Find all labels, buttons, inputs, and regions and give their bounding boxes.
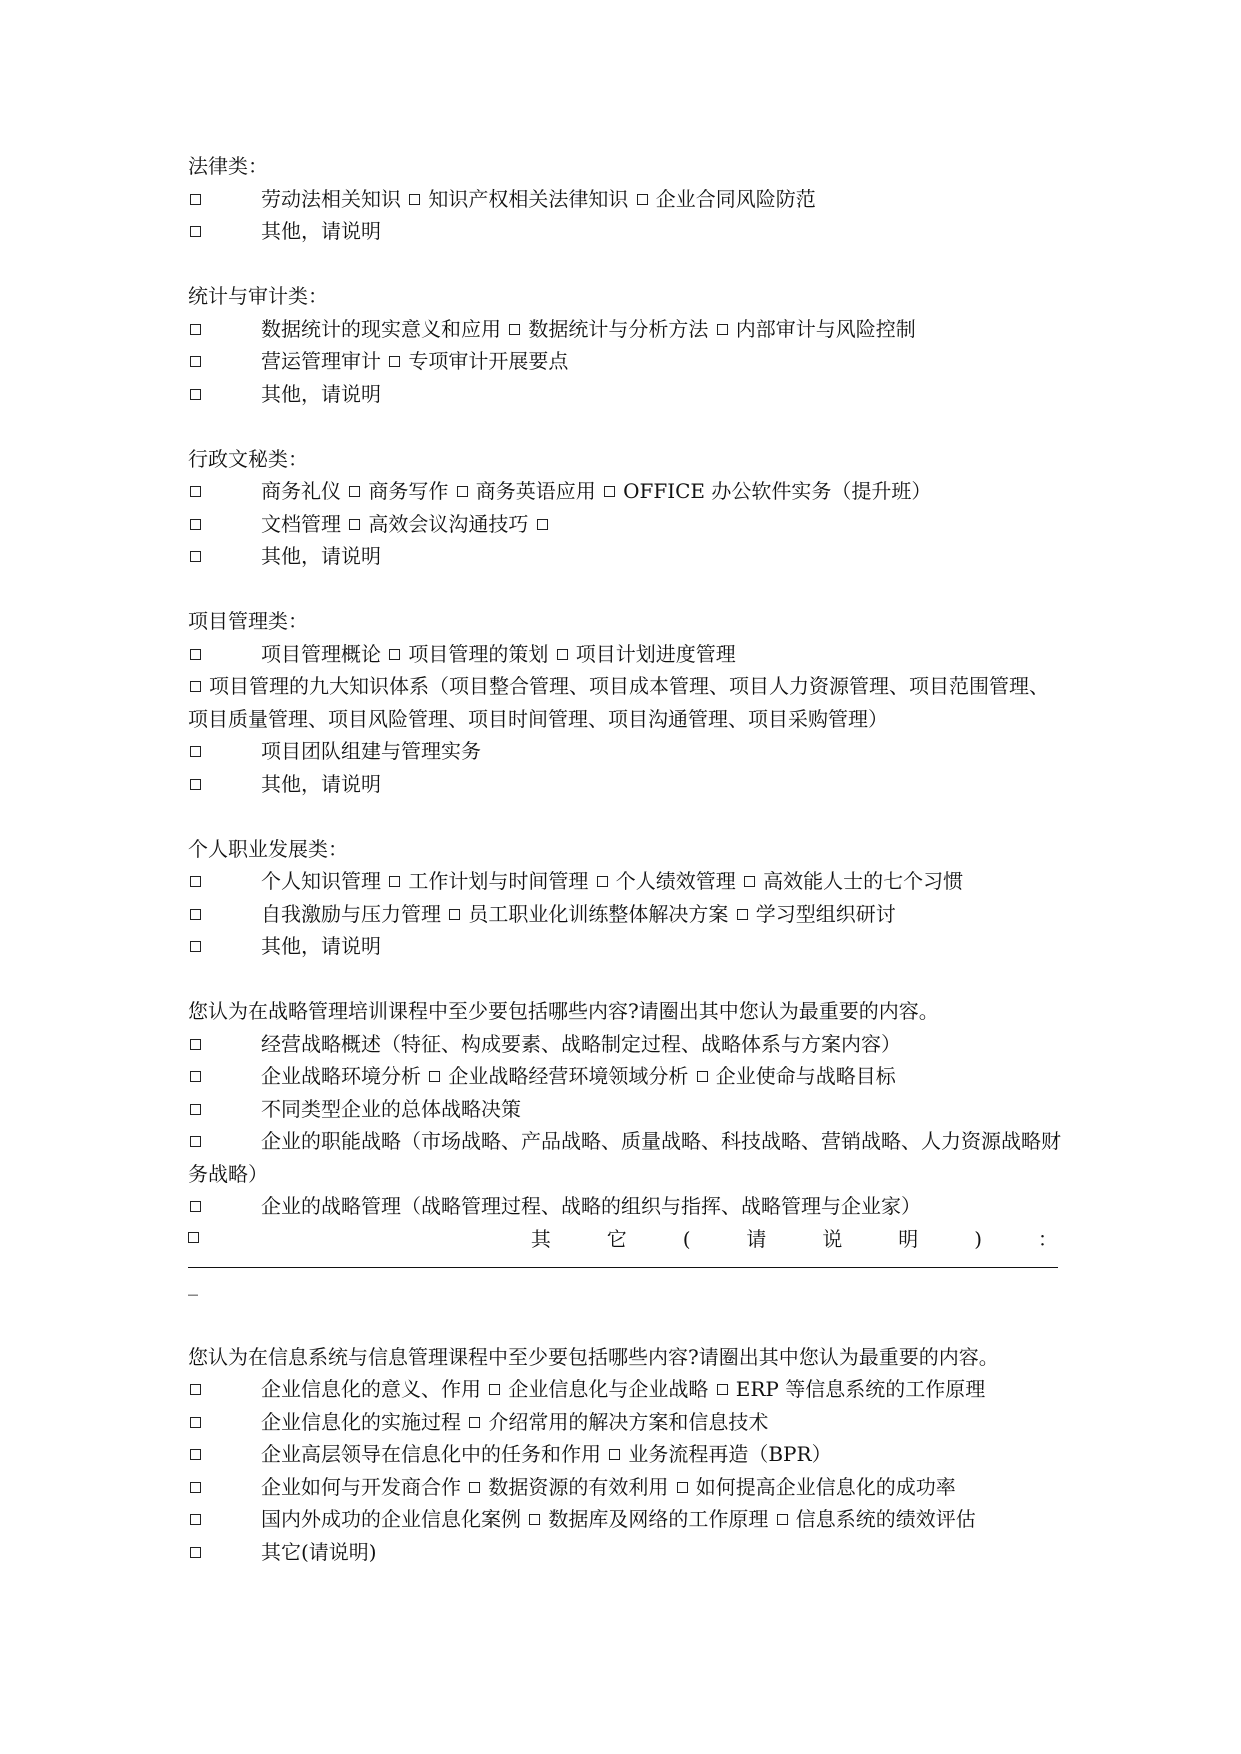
option-line: [188, 1471, 1068, 1504]
checkbox[interactable]: [190, 519, 201, 530]
option-label: 个人知识管理: [261, 869, 381, 893]
checkbox[interactable]: [190, 681, 201, 692]
option-label: 数据库及网络的工作原理: [548, 1507, 769, 1531]
checkbox[interactable]: [349, 486, 360, 497]
checkbox[interactable]: [697, 1071, 708, 1082]
option-line-wrapped: [188, 670, 1068, 735]
spread-char: 其: [530, 1226, 551, 1251]
checkbox[interactable]: [389, 649, 400, 660]
section-title: 行政文秘类：: [188, 446, 308, 471]
option-label: 知识产权相关法律知识: [428, 186, 629, 211]
spread-char: 请: [746, 1226, 767, 1251]
option-label: 企业战略环境分析: [261, 1064, 421, 1088]
option-label: 国内外成功的企业信息化案例: [261, 1507, 521, 1531]
option-label: 企业的战略管理（战略管理过程、战略的组织与指挥、战略管理与企业家）: [261, 1194, 921, 1218]
underscore-mark: _: [188, 1272, 198, 1296]
checkbox[interactable]: [537, 519, 548, 530]
option-line: [188, 1060, 1068, 1093]
spread-char: 它: [606, 1226, 627, 1251]
checkbox[interactable]: [190, 1514, 201, 1525]
checkbox[interactable]: [190, 1384, 201, 1395]
option-label: 商务写作: [368, 479, 449, 503]
checkbox[interactable]: [190, 1547, 201, 1558]
section-title: 个人职业发展类：: [188, 836, 348, 861]
option-line: [188, 1536, 1068, 1569]
option-label: 其他，请说明: [261, 771, 381, 796]
option-label: 数据资源的有效利用: [488, 1474, 669, 1499]
checkbox[interactable]: [190, 1417, 201, 1428]
checkbox[interactable]: [190, 194, 201, 205]
option-label: 营运管理审计: [261, 349, 381, 373]
option-label: 项目管理的九大知识体系（项目整合管理、项目成本管理、项目人力资源管理、项目范围管理、项目质量管理、项目风险管理、项目时间管理、项目沟通管理、项目采购管理）: [188, 674, 1049, 731]
checkbox[interactable]: [717, 324, 728, 335]
option-label: 数据统计与分析方法: [528, 316, 709, 341]
option-line: [188, 768, 1068, 801]
checkbox[interactable]: [190, 779, 201, 790]
checkbox[interactable]: [190, 1071, 201, 1082]
option-label: 业务流程再造（BPR）: [628, 1442, 832, 1466]
checkbox[interactable]: [349, 519, 360, 530]
section-title: 法律类：: [188, 154, 268, 178]
option-label: 劳动法相关知识: [261, 186, 401, 211]
checkbox[interactable]: [190, 941, 201, 952]
checkbox[interactable]: [389, 876, 400, 887]
checkbox[interactable]: [677, 1482, 688, 1493]
other-please-specify: [188, 1223, 1058, 1256]
checkbox[interactable]: [737, 909, 748, 920]
option-label: 专项审计开展要点: [408, 349, 569, 373]
option-label: 商务英语应用: [475, 479, 596, 503]
option-label: 项目管理概论: [261, 641, 381, 666]
checkbox[interactable]: [529, 1514, 540, 1525]
option-line: [188, 313, 1068, 346]
checkbox[interactable]: [717, 1384, 728, 1395]
option-line: [188, 1028, 1068, 1061]
option-label: 个人绩效管理: [615, 869, 736, 893]
option-line: [188, 735, 1068, 768]
option-line: [188, 865, 1068, 898]
option-label: 信息系统的绩效评估: [795, 1507, 976, 1531]
option-label: 项目团队组建与管理实务: [261, 739, 481, 763]
option-line: [188, 1190, 1068, 1223]
option-label: 其他，请说明: [261, 544, 381, 568]
option-line: [188, 183, 1068, 216]
option-label: 内部审计与风险控制: [735, 316, 916, 341]
option-label: 不同类型企业的总体战略决策: [261, 1096, 521, 1121]
checkbox[interactable]: [190, 389, 201, 400]
checkbox[interactable]: [190, 324, 201, 335]
checkbox[interactable]: [489, 1384, 500, 1395]
checkbox[interactable]: [457, 486, 468, 497]
checkbox[interactable]: [604, 486, 615, 497]
option-line: [188, 378, 1068, 411]
option-label: 企业合同风险防范: [655, 186, 816, 211]
option-label: 高效能人士的七个习惯: [763, 869, 964, 893]
option-label: 企业信息化与企业战略: [508, 1377, 709, 1401]
option-line: [188, 345, 1068, 378]
document-page: [188, 150, 1068, 1568]
checkbox[interactable]: [190, 1449, 201, 1460]
checkbox[interactable]: [744, 876, 755, 887]
checkbox[interactable]: [389, 356, 400, 367]
option-line: [188, 638, 1068, 671]
option-line: [188, 508, 1068, 541]
checkbox[interactable]: [190, 356, 201, 367]
option-label: 商务礼仪: [261, 479, 341, 503]
option-line: [188, 898, 1068, 931]
option-label: 经营战略概述（特征、构成要素、战略制定过程、战略体系与方案内容）: [261, 1031, 901, 1056]
option-label: 文档管理: [261, 511, 341, 536]
checkbox[interactable]: [188, 1232, 199, 1243]
option-label: OFFICE 办公软件实务（提升班）: [623, 479, 932, 503]
option-label: 企业信息化的意义、作用: [261, 1377, 481, 1401]
checkbox[interactable]: [190, 1136, 201, 1147]
info-question: 您认为在信息系统与信息管理课程中至少要包括哪些内容?请圈出其中您认为最重要的内容。: [188, 1344, 999, 1369]
option-line: [188, 930, 1068, 963]
checkbox[interactable]: [190, 746, 201, 757]
checkbox[interactable]: [429, 1071, 440, 1082]
option-label: 企业信息化的实施过程: [261, 1409, 461, 1434]
checkbox[interactable]: [637, 194, 648, 205]
option-line: [188, 1503, 1068, 1536]
checkbox[interactable]: [597, 876, 608, 887]
spread-char: 明: [898, 1226, 919, 1251]
checkbox[interactable]: [190, 1201, 201, 1212]
checkbox[interactable]: [449, 909, 460, 920]
section-title: 项目管理类：: [188, 609, 308, 633]
option-label: 工作计划与时间管理: [408, 869, 589, 893]
option-line: [188, 1406, 1068, 1439]
option-line: [188, 215, 1068, 248]
option-label: 高效会议沟通技巧: [368, 511, 529, 536]
option-label: 企业如何与开发商合作: [261, 1474, 461, 1499]
option-label: 其它(请说明): [261, 1539, 377, 1564]
option-label: 自我激励与压力管理: [261, 901, 441, 926]
option-label: 企业使命与战略目标: [715, 1064, 896, 1088]
option-label: ERP 等信息系统的工作原理: [735, 1377, 986, 1401]
spread-char: ): [974, 1226, 982, 1251]
checkbox[interactable]: [609, 1449, 620, 1460]
option-label: 如何提高企业信息化的成功率: [695, 1474, 956, 1499]
option-label: 项目计划进度管理: [575, 641, 736, 666]
checkbox[interactable]: [469, 1417, 480, 1428]
spread-char: (: [682, 1226, 691, 1251]
option-line: [188, 1125, 1068, 1190]
option-line: [188, 1438, 1068, 1471]
option-label: 项目管理的策划: [408, 641, 549, 666]
checkbox[interactable]: [557, 649, 568, 660]
option-label: 企业战略经营环境领域分析: [448, 1064, 689, 1088]
option-line: [188, 1373, 1068, 1406]
option-label: 其他，请说明: [261, 934, 381, 958]
checkbox[interactable]: [409, 194, 420, 205]
option-label: 学习型组织研讨: [755, 901, 896, 926]
section-title: 统计与审计类：: [188, 284, 328, 308]
checkbox[interactable]: [190, 876, 201, 887]
option-line: [188, 475, 1068, 508]
checkbox[interactable]: [190, 649, 201, 660]
option-label: 其他，请说明: [261, 219, 381, 243]
checkbox[interactable]: [190, 226, 201, 237]
checkbox[interactable]: [190, 551, 201, 562]
option-label: 企业高层领导在信息化中的任务和作用: [261, 1442, 601, 1466]
checkbox[interactable]: [777, 1514, 788, 1525]
checkbox[interactable]: [469, 1482, 480, 1493]
checkbox[interactable]: [190, 486, 201, 497]
option-line: [188, 540, 1068, 573]
strategy-question: 您认为在战略管理培训课程中至少要包括哪些内容?请圈出其中您认为最重要的内容。: [188, 999, 939, 1023]
option-label: 数据统计的现实意义和应用: [261, 316, 501, 341]
checkbox[interactable]: [190, 1104, 201, 1115]
option-label: 其他，请说明: [261, 381, 381, 406]
option-label: 企业的职能战略（市场战略、产品战略、质量战略、科技战略、营销战略、人力资源战略财务战略）: [188, 1129, 1061, 1186]
checkbox[interactable]: [190, 1039, 201, 1050]
option-label: 员工职业化训练整体解决方案: [468, 901, 729, 926]
spread-char: ：: [1037, 1226, 1058, 1251]
checkbox[interactable]: [190, 1482, 201, 1493]
checkbox[interactable]: [190, 909, 201, 920]
spread-char: 说: [822, 1226, 843, 1251]
option-line: [188, 1093, 1068, 1126]
option-label: 介绍常用的解决方案和信息技术: [488, 1409, 769, 1434]
checkbox[interactable]: [509, 324, 520, 335]
